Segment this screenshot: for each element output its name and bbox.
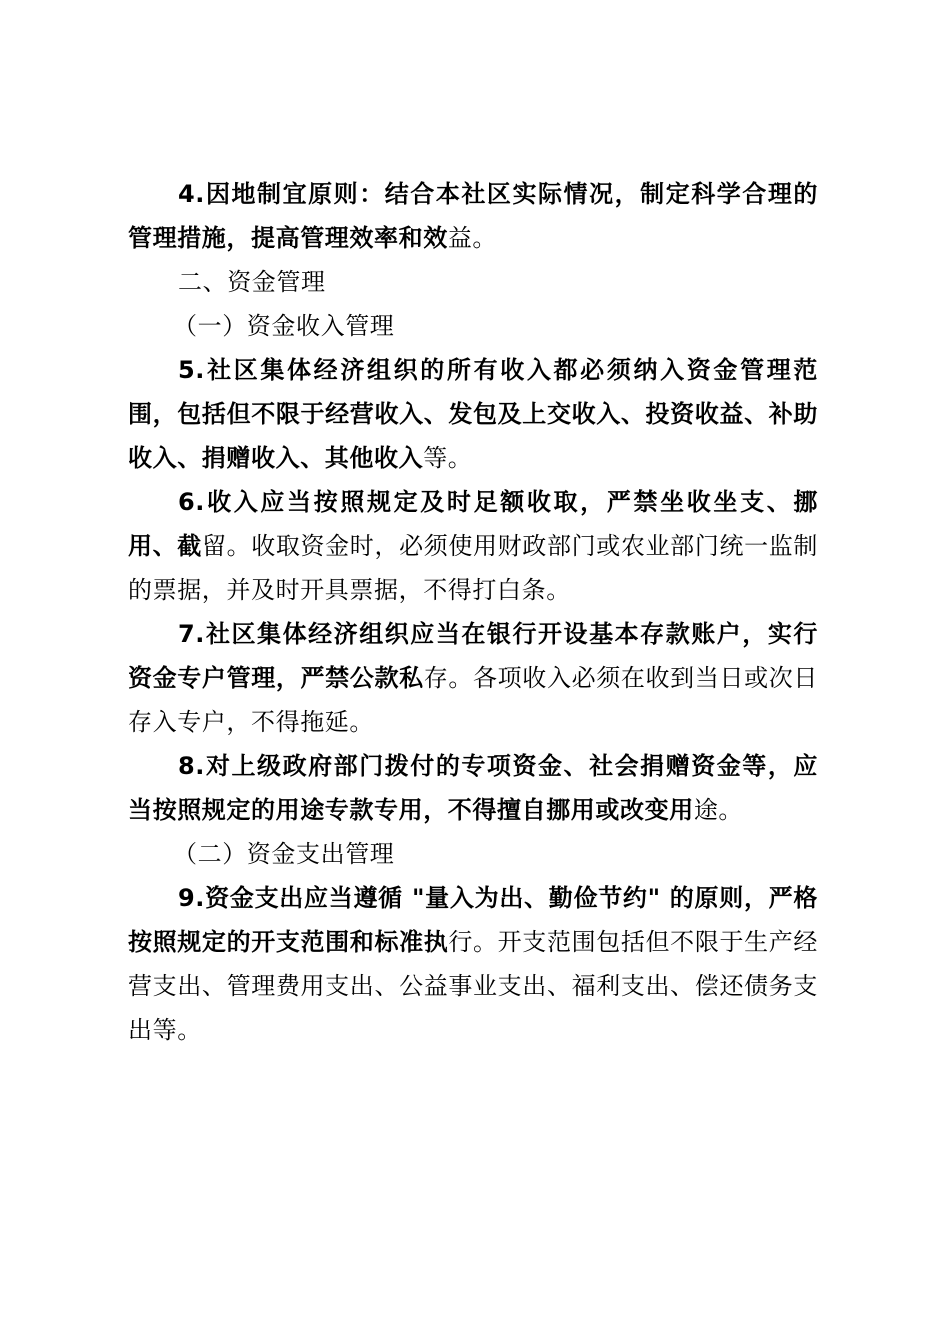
paragraph-item-5: [128, 348, 818, 480]
paragraph-bold-text: 5.社区集体经济组织的所有收入都必须纳入资金管理范围，包括但不限于经营收入、发包及上交收入、投资收益、补助收入、捐赠收入、其他收入: [128, 356, 818, 472]
paragraph-bold-text: 6.收入应当按照规定及时足额收取，严禁坐收坐支、挪用、截: [128, 488, 818, 560]
paragraph-item-9: [128, 876, 818, 1052]
paragraph-normal-text: 益。: [447, 224, 498, 252]
paragraph-bold-text: 9.资金支出应当遵循 "量入为出、勤俭节约" 的原则，严格按照规定的开支范围和标准执: [128, 884, 818, 956]
document-body: [128, 172, 818, 1052]
paragraph-normal-text: 存。各项收入必须在收到当日或次日存入专户，不得拖延。: [128, 664, 818, 736]
paragraph-bold-text: 4.因地制宜原则：结合本社区实际情况，制定科学合理的管理措施，提高管理效率和效: [128, 180, 818, 252]
subsection-heading-income: [128, 304, 818, 348]
section-heading-text: 二、资金管理: [178, 268, 326, 296]
subsection-heading-expenditure: [128, 832, 818, 876]
paragraph-normal-text: 途。: [693, 796, 744, 824]
paragraph-principle-4: [128, 172, 818, 260]
paragraph-normal-text: 留。收取资金时，必须使用财政部门或农业部门统一监制的票据，并及时开具票据，不得打白条。: [128, 532, 818, 604]
subsection-heading-text: （一）资金收入管理: [173, 312, 395, 340]
paragraph-bold-text: 8.对上级政府部门拨付的专项资金、社会捐赠资金等，应当按照规定的用途专款专用，不得擅自挪用或改变用: [128, 752, 818, 824]
subsection-heading-text: （二）资金支出管理: [173, 840, 395, 868]
paragraph-normal-text: 行。开支范围包括但不限于生产经营支出、管理费用支出、公益事业支出、福利支出、偿还债务支出等。: [128, 928, 818, 1044]
paragraph-item-7: [128, 612, 818, 744]
section-heading-fund-management: [128, 260, 818, 304]
paragraph-bold-text: 7.社区集体经济组织应当在银行开设基本存款账户，实行资金专户管理，严禁公款私: [128, 620, 818, 692]
paragraph-normal-text: 等。: [423, 444, 473, 472]
paragraph-item-8: [128, 744, 818, 832]
paragraph-item-6: [128, 480, 818, 612]
